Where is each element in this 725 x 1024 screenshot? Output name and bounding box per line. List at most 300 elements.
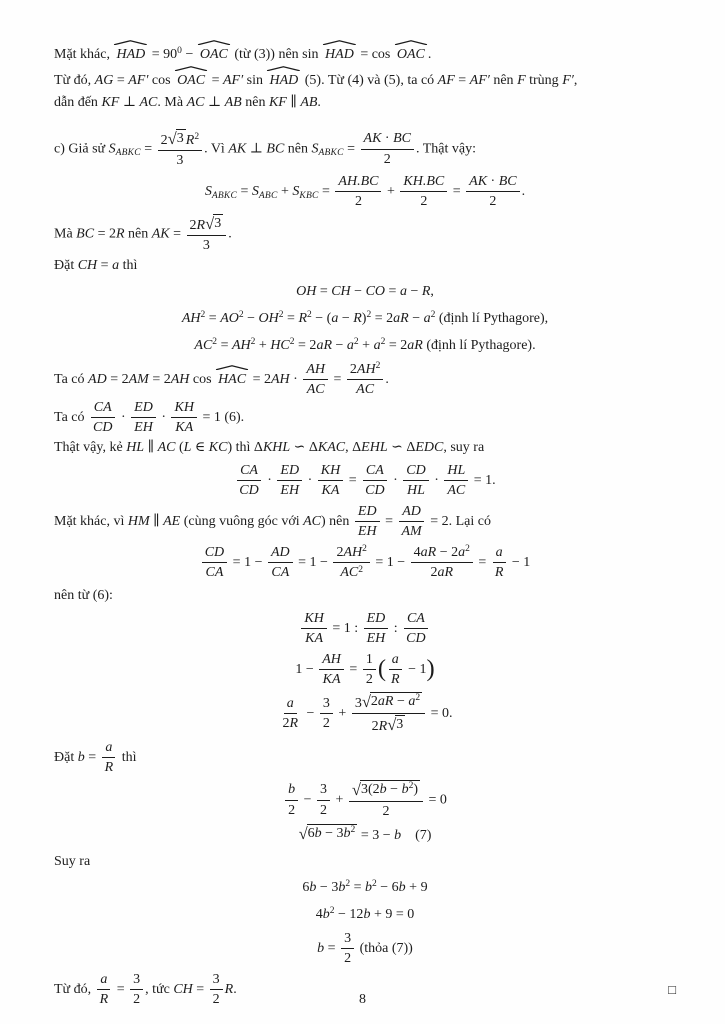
text-run: : [390, 621, 402, 637]
display-equation [54, 334, 676, 358]
math-variable: OAC [396, 47, 425, 62]
text-run: − 6 [376, 879, 399, 895]
math-variable: CO [365, 283, 386, 299]
math-variable: AC [139, 95, 158, 110]
text-run: . [385, 372, 389, 388]
wide-hat [266, 66, 301, 92]
radical-sign-icon: √ [205, 213, 215, 233]
fraction-numerator [317, 781, 330, 801]
text-run: Đặt [54, 257, 78, 273]
fraction [444, 462, 468, 500]
radicand [176, 129, 186, 148]
text-run: ⊥ [119, 95, 140, 110]
math-variable: KH.BC [403, 173, 445, 189]
fraction-denominator [398, 522, 424, 541]
math-variable: AC [186, 95, 205, 110]
radicand [360, 780, 420, 799]
math-variable: AD [402, 503, 421, 519]
math-variable: AF′ [128, 73, 149, 88]
fraction-numerator [102, 739, 115, 759]
math-variable: HL [407, 483, 425, 499]
math-variable: KAC [317, 439, 346, 455]
text-run: 2 [430, 565, 438, 581]
text-run: Mặt khác, [54, 47, 114, 62]
text-run: nên [489, 73, 518, 88]
text-run: = [205, 310, 221, 326]
text-run: = 2 [371, 310, 394, 326]
text-run: Mà [54, 226, 77, 242]
fraction-numerator [319, 651, 344, 671]
fraction-denominator [317, 801, 330, 820]
square-root [168, 129, 186, 148]
fraction-numerator [411, 544, 473, 564]
wide-hat [215, 365, 249, 391]
subscript: ABKC [211, 190, 238, 201]
math-variable: KA [322, 672, 341, 688]
square-root [299, 824, 358, 843]
text-run: 3 [176, 153, 184, 169]
text-run: 3 [354, 695, 362, 711]
fraction-denominator [341, 949, 354, 968]
superscript: 2 [430, 310, 436, 321]
math-variable: KA [175, 420, 194, 436]
text-run: . Thật vậy: [415, 141, 476, 157]
text-run: = [345, 662, 361, 678]
text-run: thì [119, 257, 138, 273]
math-variable: b [363, 906, 371, 922]
fraction-denominator [388, 670, 403, 689]
subscript: KBC [299, 190, 319, 201]
text-run: , [573, 73, 578, 88]
fraction-denominator [355, 522, 380, 541]
fraction-numerator [349, 780, 423, 802]
math-variable: EH [280, 483, 300, 499]
superscript: 2 [372, 878, 377, 889]
fraction [355, 503, 380, 541]
superscript: 2 [250, 337, 256, 348]
math-variable: R [196, 217, 206, 233]
fraction-numerator [91, 399, 115, 419]
fraction-numerator [347, 361, 383, 381]
text-run: 3 [322, 695, 330, 711]
text-line [54, 851, 676, 873]
math-variable: AE [163, 514, 181, 530]
hat-arc-icon [215, 365, 249, 370]
fraction-denominator [486, 192, 499, 211]
radical-sign-icon: √ [387, 715, 397, 735]
display-equation [54, 930, 676, 968]
superscript: 2 [408, 781, 414, 791]
text-run: 2 [212, 992, 220, 1008]
math-variable: a [331, 310, 339, 326]
math-variable: AF′ [222, 73, 244, 88]
math-variable: OAC [199, 47, 228, 62]
text-run: = 2 [94, 226, 116, 242]
text-run: = [283, 310, 299, 326]
math-variable: HAD [116, 47, 146, 62]
fraction-numerator [320, 695, 333, 715]
fraction [187, 214, 227, 255]
superscript: 2 [278, 310, 284, 321]
math-variable: AC [340, 565, 359, 581]
text-run: nên từ (6): [54, 587, 113, 603]
text-line [54, 129, 676, 170]
math-variable: HL [447, 462, 466, 478]
paren-group [377, 651, 435, 688]
math-variable: AC [194, 337, 213, 353]
fraction-numerator [158, 129, 202, 151]
fraction-numerator [187, 214, 227, 236]
text-run: 2 [189, 217, 197, 233]
math-variable: aR [316, 337, 332, 353]
math-variable: a [105, 739, 113, 755]
math-variable: a [423, 310, 431, 326]
radicand [370, 692, 422, 711]
math-variable: AD [88, 372, 107, 388]
text-run: · [117, 410, 130, 426]
fraction [411, 544, 473, 582]
math-variable: HAD [269, 73, 299, 88]
hat-arc-icon [113, 40, 148, 45]
text-run: ∈ [191, 439, 209, 455]
text-run: = 0 [425, 792, 447, 808]
text-run: = 1 (6). [198, 410, 245, 426]
text-run: 3(2 [360, 781, 380, 797]
math-variable: AH [322, 651, 341, 667]
text-run: − [243, 310, 259, 326]
text-run: − [406, 283, 422, 299]
math-variable: R [99, 992, 109, 1008]
math-variable: AC [306, 382, 325, 398]
fraction-numerator [364, 610, 389, 630]
fraction [317, 781, 330, 819]
fraction-denominator [268, 563, 292, 582]
math-variable: AC [303, 514, 322, 530]
fraction [388, 651, 403, 689]
text-run: (thỏa (7)) [356, 941, 413, 957]
text-run: · [430, 473, 443, 489]
hat-arc-icon [197, 40, 231, 45]
math-variable: BC [76, 226, 95, 242]
text-run: . [521, 184, 526, 200]
math-variable: KH [320, 462, 341, 478]
text-run: + [334, 706, 350, 722]
text-run: (7) [401, 827, 432, 843]
text-run: = [318, 184, 334, 200]
fraction [236, 462, 261, 500]
fraction-numerator [284, 695, 297, 715]
text-run: 3 [214, 215, 222, 231]
fraction-denominator [102, 758, 117, 777]
math-variable: L [183, 439, 192, 455]
document-content [54, 40, 676, 1009]
text-run: · [487, 173, 499, 189]
math-variable: R [421, 283, 431, 299]
fraction [361, 130, 414, 168]
text-run: − [386, 781, 402, 797]
text-run: (cùng vuông góc với [180, 514, 304, 530]
text-run: = 3 − [357, 827, 395, 843]
math-variable: AK [363, 131, 382, 147]
text-run: 2 [320, 802, 327, 818]
math-variable: a [286, 695, 294, 711]
text-line [54, 361, 676, 399]
text-run: − 3 [316, 879, 339, 895]
radical-sign-icon: √ [351, 779, 361, 799]
text-line [54, 255, 676, 277]
text-run: Ta có [54, 372, 89, 388]
math-variable: CA [240, 462, 258, 478]
radical-sign-icon: √ [167, 128, 177, 148]
fraction-denominator [444, 481, 468, 500]
text-run: Từ đó, [54, 982, 95, 998]
math-variable: b [77, 750, 85, 766]
page-number: 8 [359, 992, 366, 1007]
text-run: = [217, 337, 232, 353]
display-equation [54, 173, 676, 211]
math-variable: CD [204, 544, 225, 560]
math-variable: CA [365, 462, 384, 478]
text-line [54, 739, 676, 777]
text-run: 3 [344, 930, 352, 946]
text-run: − [338, 310, 354, 326]
text-run: 3 [320, 782, 327, 798]
math-variable: R [391, 672, 400, 688]
fraction-numerator [363, 462, 387, 482]
fraction-numerator [466, 173, 519, 193]
superscript: 2 [238, 310, 244, 321]
math-variable: R [298, 310, 307, 326]
text-run: 3 [133, 971, 141, 987]
superscript: 2 [366, 310, 372, 321]
math-variable: R [185, 132, 195, 148]
math-variable: ED [280, 462, 300, 478]
text-run: , suy ra [443, 439, 485, 455]
fraction-numerator [352, 692, 425, 714]
square-root [362, 692, 422, 711]
fraction [303, 361, 328, 399]
math-variable: a [391, 651, 399, 667]
math-variable: CD [93, 420, 113, 436]
fraction [318, 462, 343, 500]
math-variable: b [343, 825, 351, 841]
open-paren: ( [377, 654, 386, 682]
fraction-numerator [171, 399, 196, 419]
text-run: 2 [371, 719, 379, 735]
fraction-denominator [277, 481, 302, 500]
fraction-numerator [400, 173, 447, 193]
fraction [319, 651, 344, 689]
text-run: + [358, 337, 374, 353]
math-variable: BC [266, 141, 285, 157]
text-run: = cos [356, 47, 394, 62]
text-run: − 1 [404, 662, 427, 678]
math-variable: AO [220, 310, 239, 326]
qed-box: □ [668, 981, 676, 997]
text-run: 2 [370, 693, 378, 709]
superscript: 2 [212, 337, 218, 348]
text-run: = [208, 73, 223, 88]
wide-hat [322, 40, 357, 66]
text-run: 2 [354, 194, 362, 210]
fraction-denominator [379, 802, 392, 821]
text-run: 1 [365, 651, 373, 667]
math-variable: b [398, 879, 406, 895]
text-run: 3 [212, 971, 220, 987]
text-run: · [263, 473, 276, 489]
superscript: 2 [353, 337, 359, 348]
fraction-denominator [353, 380, 377, 399]
math-variable: a [495, 544, 503, 560]
fraction-denominator [404, 481, 428, 500]
superscript: 2 [194, 132, 200, 143]
subscript: ABKC [115, 148, 141, 159]
text-run: − 2 [436, 544, 459, 560]
text-line [54, 40, 676, 66]
radical-sign-icon: √ [361, 691, 371, 711]
text-run: sin [243, 73, 267, 88]
math-variable: R [494, 565, 504, 581]
math-variable: HAC [218, 372, 247, 388]
text-run: = 2 [249, 372, 271, 388]
text-run: = [345, 473, 361, 489]
math-variable: KA [321, 483, 340, 499]
math-variable: AK [469, 173, 488, 189]
text-run: = [84, 750, 100, 766]
math-variable: AC [356, 382, 375, 398]
text-run: . [228, 226, 232, 242]
display-equation [54, 610, 676, 648]
text-run: − [408, 310, 424, 326]
math-variable: KA [305, 631, 324, 647]
fraction-numerator [277, 462, 302, 482]
fraction-denominator [304, 380, 328, 399]
math-variable: R [353, 310, 362, 326]
display-equation [54, 307, 676, 331]
text-run: , [430, 283, 434, 299]
math-variable: R [104, 760, 114, 776]
fraction [268, 544, 293, 582]
fraction-denominator [236, 481, 261, 500]
math-variable: AH [306, 361, 325, 377]
fraction-numerator [389, 651, 402, 671]
text-run: 4 [413, 544, 421, 560]
text-run: = [329, 372, 345, 388]
math-variable: AB [300, 95, 318, 110]
subscript: ABKC [318, 148, 344, 159]
math-variable: CH [77, 257, 98, 273]
hat-arc-icon [394, 40, 428, 45]
math-variable: CH [173, 982, 193, 998]
fraction [285, 781, 298, 819]
text-run: = 1. [470, 473, 496, 489]
math-variable: b [322, 906, 330, 922]
text-run: 3 [396, 717, 404, 733]
text-run: 2 [382, 804, 390, 820]
text-run: Đặt [54, 750, 78, 766]
square-root [205, 214, 223, 233]
text-run: cos [148, 73, 175, 88]
fraction-denominator [403, 629, 428, 648]
text-run: = 2 [385, 337, 408, 353]
math-variable: AC [157, 439, 176, 455]
close-paren: ) [426, 654, 435, 682]
math-variable: BC [498, 173, 517, 189]
text-run: 2 [365, 672, 373, 688]
fraction-denominator [337, 563, 366, 582]
fraction-numerator [303, 361, 328, 381]
text-run: nên [124, 226, 152, 242]
fraction-numerator [399, 503, 424, 523]
fraction [171, 399, 196, 437]
text-run: Thật vậy, kẻ [54, 439, 127, 455]
text-run: + [277, 184, 293, 200]
text-run: ∽ Δ [290, 439, 318, 455]
math-variable: KHL [262, 439, 291, 455]
fraction-numerator [341, 930, 354, 950]
fraction-denominator [279, 714, 301, 733]
fraction-denominator [352, 192, 365, 211]
fraction-numerator [268, 544, 293, 564]
superscript: 2 [380, 337, 386, 348]
fraction-numerator [237, 462, 261, 482]
subscript: ABC [258, 190, 278, 201]
math-variable: aR [407, 337, 423, 353]
text-run: ) [361, 310, 367, 326]
text-run: ∥ [149, 514, 164, 530]
superscript: 2 [362, 544, 367, 555]
fraction [102, 739, 117, 777]
fraction-numerator [361, 130, 414, 150]
text-run: = [324, 941, 340, 957]
fraction-numerator [318, 462, 343, 482]
display-equation [54, 462, 676, 500]
text-run: = [113, 73, 129, 88]
fraction-denominator [363, 670, 376, 689]
fraction-denominator [319, 481, 343, 500]
text-run: = 0. [427, 706, 453, 722]
superscript: 0 [177, 46, 182, 57]
fraction [341, 930, 354, 968]
text-run: (5). Từ (4) và (5), ta có [301, 73, 438, 88]
text-run: · [289, 372, 302, 388]
fraction [362, 462, 387, 500]
radicand [395, 715, 405, 734]
fraction [202, 544, 227, 582]
radical-sign-icon: √ [298, 823, 308, 843]
math-variable: aR [437, 565, 454, 581]
fraction-denominator [369, 714, 409, 735]
text-run: − [303, 706, 318, 722]
display-equation [54, 280, 676, 304]
text-run: + [332, 792, 347, 808]
text-run: (định lí Pythagore). [422, 337, 536, 353]
math-variable: KC [208, 439, 228, 455]
math-variable: AH [270, 372, 290, 388]
text-run: trùng [525, 73, 563, 88]
text-run: 2 [489, 194, 497, 210]
math-variable: aR [393, 310, 409, 326]
fraction [333, 544, 369, 582]
fraction-numerator [403, 462, 428, 482]
math-variable: CA [271, 565, 290, 581]
fraction [158, 129, 202, 170]
wide-hat [113, 40, 148, 66]
fraction [320, 695, 333, 733]
math-variable: b [309, 879, 317, 895]
text-run: . Mà [157, 95, 187, 110]
math-variable: a [458, 544, 466, 560]
